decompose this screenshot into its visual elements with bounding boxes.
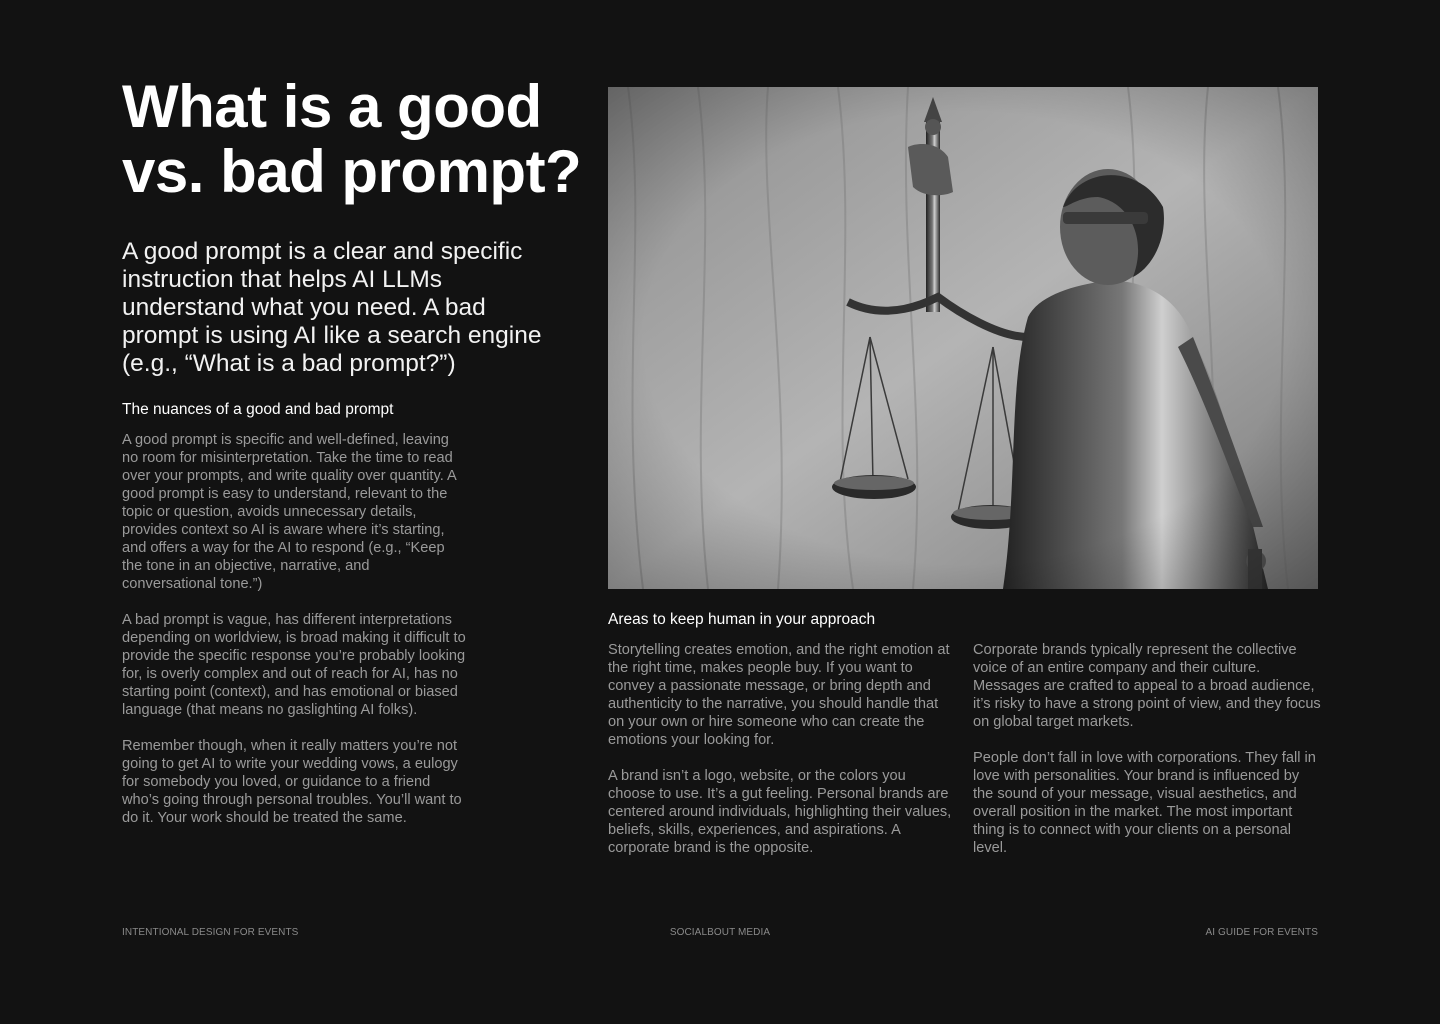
lady-justice-statue-icon bbox=[608, 87, 1318, 589]
lady-justice-image bbox=[608, 87, 1318, 589]
corporate-brands-paragraph: Corporate brands typically represent the collective voice of an entire company and their culture. Messages are crafted to appeal to a broad audience, it’s risky to have a strong point of view, and they focus on global target markets. bbox=[973, 642, 1321, 730]
human-approach-column-2 bbox=[973, 641, 1321, 875]
good-prompt-paragraph: A good prompt is specific and well-defined, leaving no room for misinterpretation. Take the time to read over your prompts, and write quality over quantity. A good prompt is easy to understand, relevant to the topic or question, avoids unnecessary details, provides context so AI is aware where it’s starting, and offers a way for the AI to respond (e.g., “Keep the tone in an objective, narrative, and conversational tone.”) bbox=[122, 432, 456, 592]
footer-center-label: SOCIALBOUT MEDIA bbox=[669, 927, 771, 938]
lead-paragraph: A good prompt is a clear and specific instruction that helps AI LLMs understand what you need. A bad prompt is using AI like a search engine (e.g., “What is a bad prompt?”) bbox=[122, 238, 542, 377]
brand-paragraph: A brand isn’t a logo, website, or the colors you choose to use. It’s a gut feeling. Personal brands are centered around individuals, highlighting their values, beliefs, skills, experiences, and aspirations. A corporate brand is the opposite. bbox=[608, 768, 952, 856]
footer-left-label: INTENTIONAL DESIGN FOR EVENTS bbox=[122, 927, 299, 938]
human-approach-column-1 bbox=[608, 641, 953, 875]
footer-right-label: AI GUIDE FOR EVENTS bbox=[1205, 927, 1318, 938]
nuances-heading: The nuances of a good and bad prompt bbox=[122, 401, 394, 418]
nuances-body bbox=[122, 431, 467, 845]
personalities-paragraph: People don’t fall in love with corporations. They fall in love with personalities. Your brand is influenced by the sound of your message, visual aesthetics, and overall position in the market. The most important thing is to connect with your clients on a personal level. bbox=[973, 750, 1316, 856]
storytelling-paragraph: Storytelling creates emotion, and the right emotion at the right time, makes people buy. If you want to convey a passionate message, or bring depth and authenticity to the narrative, you should handle that on your own or hire someone who can create the emotions your looking for. bbox=[608, 642, 950, 748]
remember-paragraph: Remember though, when it really matters you’re not going to get AI to write your wedding vows, a eulogy for somebody you loved, or guidance to a friend who’s going through personal troubles. You’ll want to do it. Your work should be treated the same. bbox=[122, 738, 462, 826]
page-title-line1: What is a good bbox=[122, 73, 542, 140]
human-approach-heading: Areas to keep human in your approach bbox=[608, 611, 876, 628]
page-title-line2: vs. bad prompt? bbox=[122, 138, 582, 205]
page-title bbox=[122, 74, 592, 204]
bad-prompt-paragraph: A bad prompt is vague, has different interpretations depending on worldview, is broad making it difficult to provide the specific response you’re probably looking for, is overly complex and out of reach for AI, has no starting point (context), and has emotional or biased language (that means no gaslighting AI folks). bbox=[122, 612, 466, 718]
